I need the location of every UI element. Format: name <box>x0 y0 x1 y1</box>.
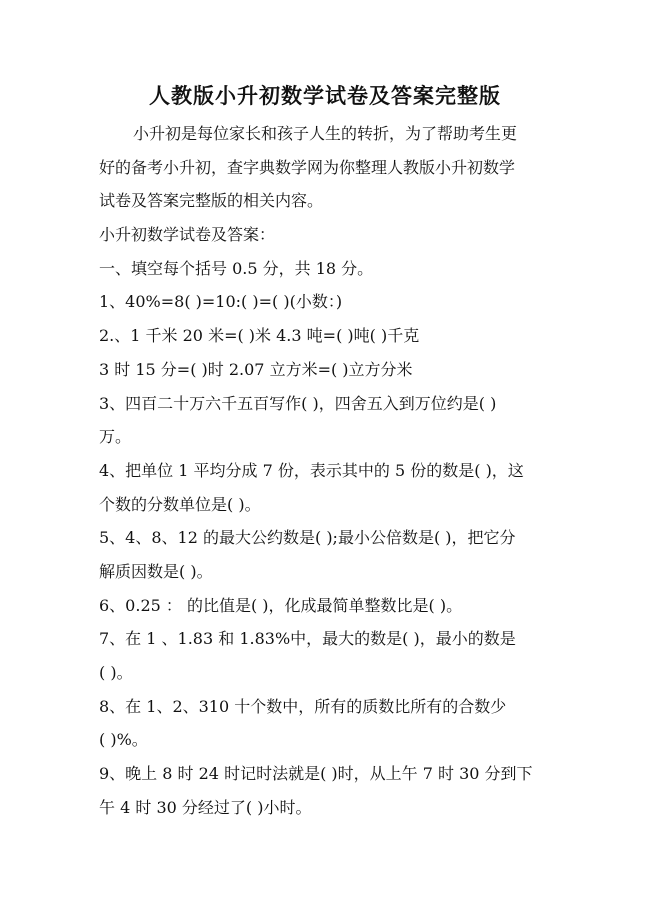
question-line: 8、在 1、2、310 十个数中，所有的质数比所有的合数少 <box>99 696 507 716</box>
section-heading: 一、填空每个括号 0.5 分，共 18 分。 <box>99 258 374 278</box>
question-line: ( )。 <box>99 663 133 682</box>
question-line: 个数的分数单位是( )。 <box>99 494 261 514</box>
question-line: 万。 <box>99 427 132 447</box>
question-line: ( )%。 <box>99 730 148 750</box>
question-line: 解质因数是( )。 <box>99 561 213 581</box>
question-line: 3 时 15 分=( )时 2.07 立方米=( )立方分米 <box>99 359 413 379</box>
question-line: 5、4、8、12 的最大公约数是( );最小公倍数是( )，把它分 <box>99 528 516 548</box>
question-line: 9、晚上 8 时 24 时记时法就是( )时，从上午 7 时 30 分到下 <box>99 764 533 784</box>
question-line: 7、在 1 、1.83 和 1.83%中，最大的数是( )，最小的数是 <box>99 629 516 649</box>
question-line: 4、把单位 1 平均分成 7 份，表示其中的 5 份的数是( )，这 <box>99 460 524 480</box>
question-line: 午 4 时 30 分经过了( )小时。 <box>99 797 312 817</box>
question-line: 1、40%=8( )=10:( )=( )(小数：) <box>99 292 343 312</box>
question-line: 6、0.25 ： 的比值是( )，化成最简单整数比是( )。 <box>99 595 463 615</box>
question-line: 3、四百二十万六千五百写作( )，四舍五入到万位约是( ) <box>99 393 497 413</box>
paragraph-line: 好的备考小升初，查字典数学网为你整理人教版小升初数学 <box>99 157 516 177</box>
document-title: 人教版小升初数学试卷及答案完整版 <box>149 83 501 108</box>
document-body <box>99 117 569 824</box>
paragraph-line: 小升初是每位家长和孩子人生的转折，为了帮助考生更 <box>133 124 518 143</box>
section-heading: 小升初数学试卷及答案： <box>99 225 276 245</box>
paragraph-line: 试卷及答案完整版的相关内容。 <box>99 191 324 211</box>
question-line: 2.、1 千米 20 米=( )米 4.3 吨=( )吨( )千克 <box>99 326 420 346</box>
